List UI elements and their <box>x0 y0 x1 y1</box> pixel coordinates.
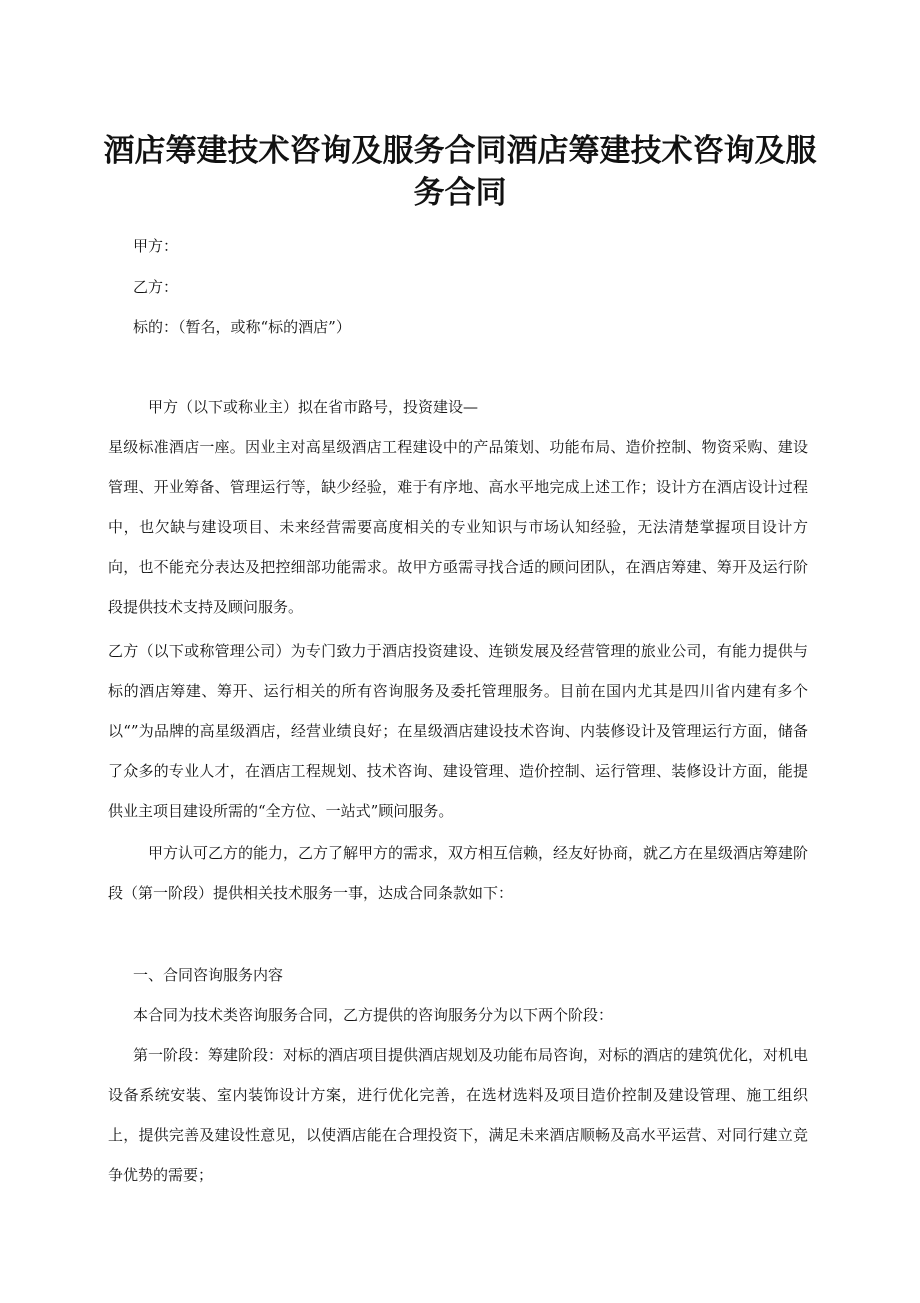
paragraph-contract-type: 本合同为技术类咨询服务合同，乙方提供的咨询服务分为以下两个阶段： <box>133 1006 614 1024</box>
paragraph-party-b: 乙方（以下或称管理公司）为专门致力于酒店投资建设、连锁发展及经营管理的旅业公司，有能力提供与标的酒店筹建、筹开、运行相关的所有咨询服务及委托管理服务。目前在国内尤其是四川省内建有多个以“”为品牌的高星级酒店，经营业绩良好；在星级酒店建设技术咨询、内装修设计及管理运行方面，储备了众多的专业人才，在酒店工程规划、技术咨询、建设管理、造价控制、运行管理、装修设计方面，能提供业主项目建设所需的“全方位、一站式”顾问服务。 <box>108 642 808 820</box>
paragraph-intro-first-line: 甲方（以下或称业主）拟在省市路号，投资建设— <box>148 398 479 416</box>
document-title: 酒店筹建技术咨询及服务合同酒店筹建技术咨询及服务合同 <box>103 133 817 211</box>
party-a-label: 甲方： <box>133 237 179 255</box>
paragraph-intro-rest: 星级标准酒店一座。因业主对高星级酒店工程建设中的产品策划、功能布局、造价控制、物资采购、建设管理、开业筹备、管理运行等，缺少经验，难于有序地、高水平地完成上述工作；设计方在酒店设计过程中，也欠缺与建设项目、未来经营需要高度相关的专业知识与市场认知经验，无法清楚掌握项目设计方向，也不能充分表达及把控细部功能需求。故甲方亟需寻找合适的顾问团队，在酒店筹建、筹开及运行阶段提供技术支持及顾问服务。 <box>108 438 808 616</box>
paragraph-intro <box>108 387 808 627</box>
paragraph-phase-one: 第一阶段：筹建阶段：对标的酒店项目提供酒店规划及功能布局咨询，对标的酒店的建筑优化，对机电设备系统安装、室内装饰设计方案，进行优化完善，在选材选料及项目造价控制及建设管理、施工组织上，提供完善及建设性意见，以使酒店能在合理投资下，满足未来酒店顺畅及高水平运营、对同行建立竞争优势的需要； <box>108 1046 809 1184</box>
paragraph-agreement: 甲方认可乙方的能力，乙方了解甲方的需求，双方相互信赖，经友好协商，就乙方在星级酒店筹建阶段（第一阶段）提供相关技术服务一事，达成合同条款如下： <box>108 844 809 902</box>
subject-line: 标的：（暂名，或称“标的酒店”） <box>133 318 351 336</box>
section-heading-1: 一、合同咨询服务内容 <box>133 966 284 984</box>
party-b-label: 乙方： <box>133 278 179 296</box>
